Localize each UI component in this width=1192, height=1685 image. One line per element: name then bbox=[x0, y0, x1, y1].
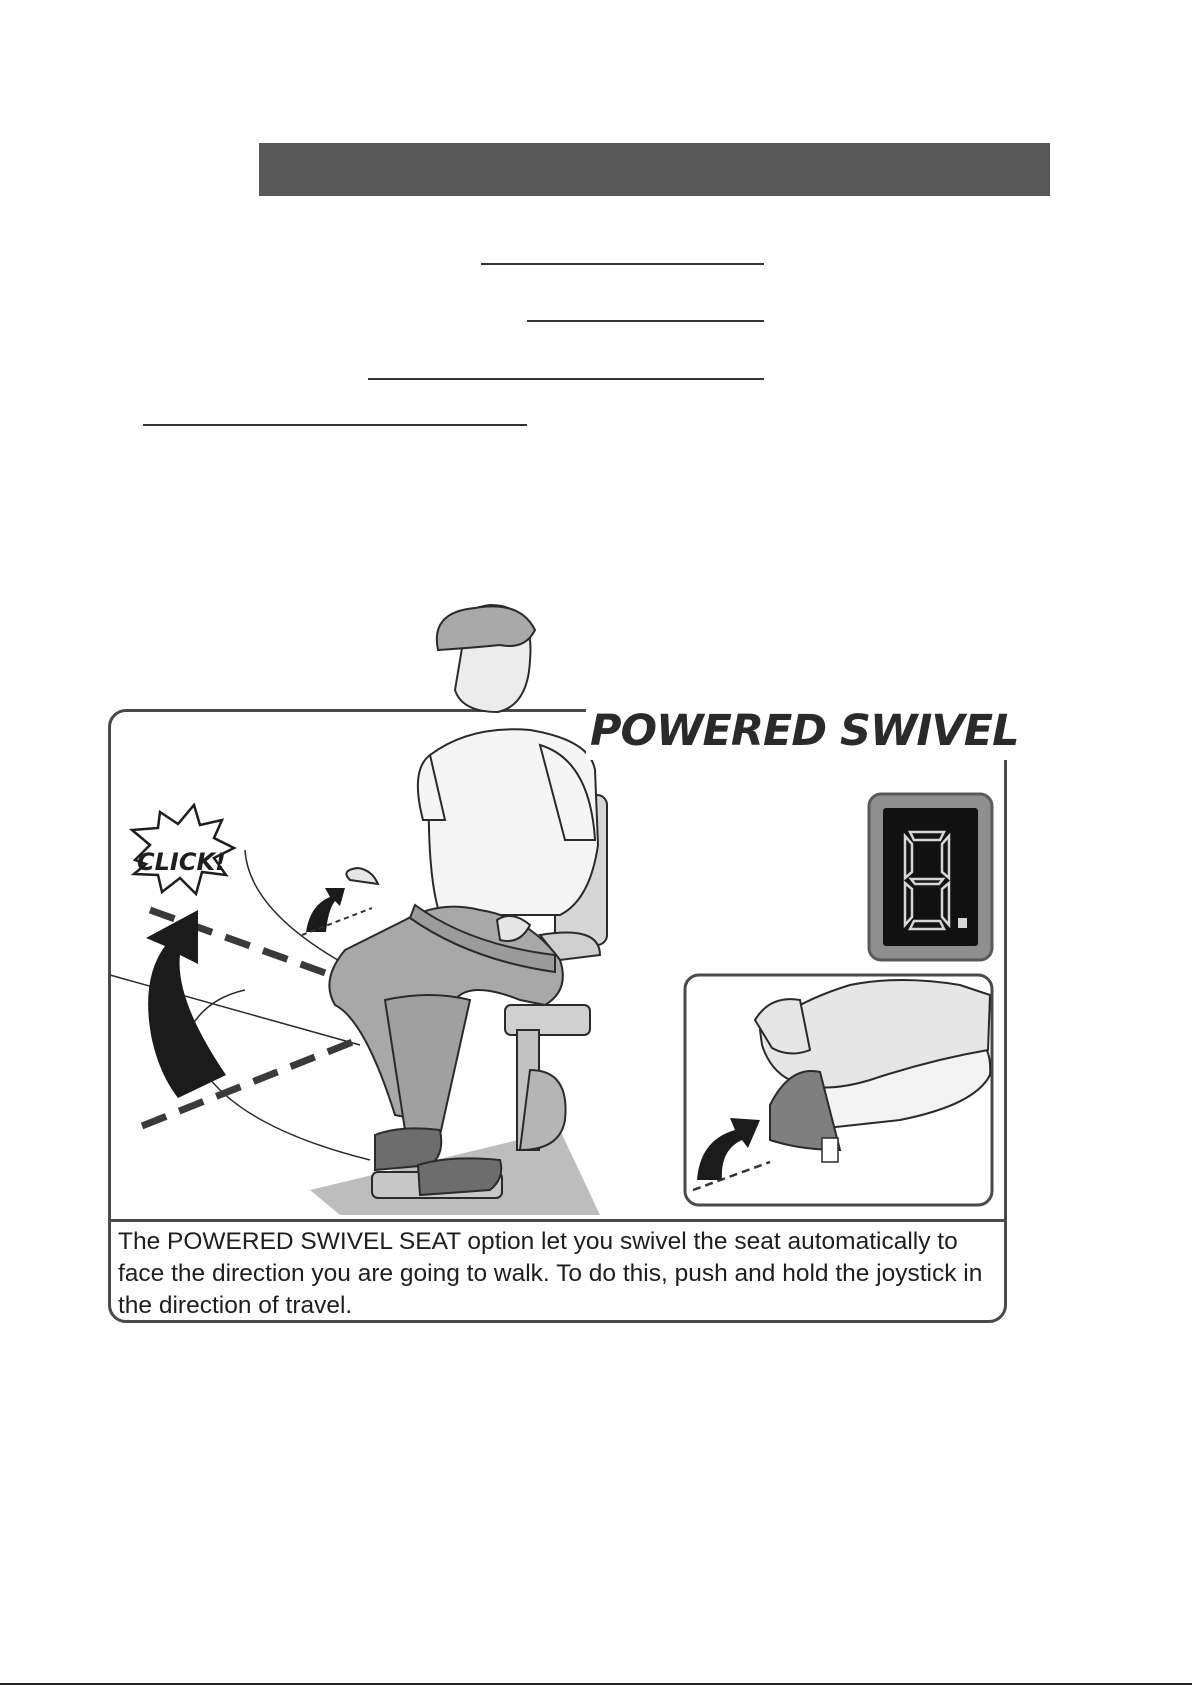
panel-title: POWERED SWIVEL bbox=[586, 702, 1008, 760]
click-burst bbox=[132, 805, 234, 894]
click-label: CLICK! bbox=[137, 848, 226, 876]
panel-divider bbox=[108, 1219, 1007, 1222]
display-panel bbox=[869, 794, 992, 960]
small-lever-arrow bbox=[306, 888, 345, 932]
panel-caption: The POWERED SWIVEL SEAT option let you swivel the seat automatically to face the direction you are going to walk. To do this, push and hold the joystick in the direction of travel. bbox=[118, 1228, 983, 1319]
joystick-inset bbox=[685, 975, 992, 1205]
